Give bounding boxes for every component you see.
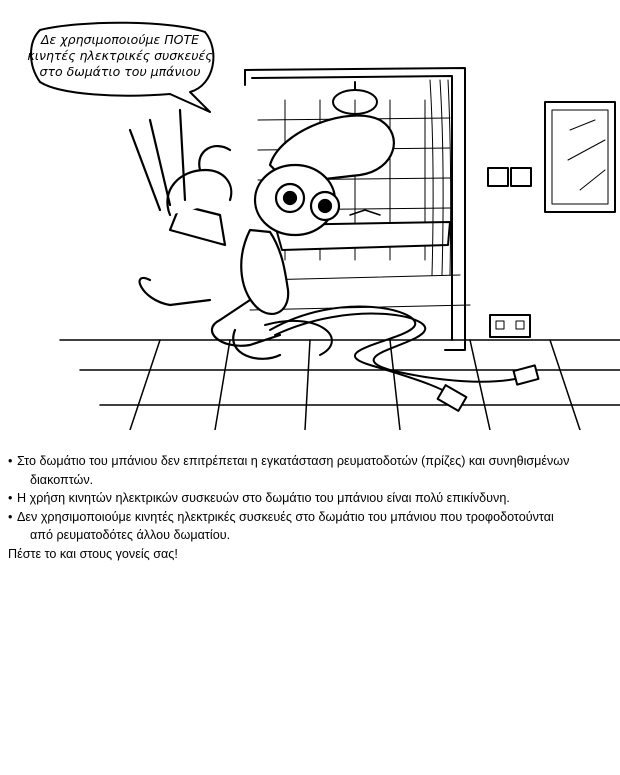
bathroom-cartoon-drawing	[20, 10, 620, 430]
bullet-line: Στο δωμάτιο του μπάνιου δεν επιτρέπεται η εγκατάσταση ρευματοδοτών (πρίζες) και συνηθισμένων	[17, 454, 570, 468]
speech-bubble	[27, 23, 213, 112]
bullet-text	[17, 489, 618, 508]
bullet-symbol: •	[8, 491, 13, 505]
bullet-line: διακοπτών.	[30, 472, 94, 487]
speech-line-3: στο δωμάτιο του μπάνιου	[39, 64, 201, 79]
bullet-text	[17, 452, 618, 489]
text-block	[8, 452, 618, 563]
bullet-item	[8, 508, 618, 545]
closing-line: Πέστε το και στους γονείς σας!	[8, 546, 178, 561]
bullet-text	[17, 508, 618, 545]
cartoon-illustration	[20, 10, 620, 430]
speech-line-2: κινητές ηλεκτρικές συσκευές	[27, 48, 213, 63]
bullet-line: από ρευματοδότες άλλου δωματίου.	[30, 528, 231, 542]
wall-fixtures	[488, 102, 615, 337]
speech-line-1: Δε χρησιμοποιούμε ΠΟΤΕ	[40, 32, 200, 47]
floor-tiles	[60, 340, 620, 430]
bullet-item	[8, 489, 618, 508]
bullet-line: Δεν χρησιμοποιούμε κινητές ηλεκτρικές συσκευές στο δωμάτιο του μπάνιου που τροφοδοτούνται	[17, 509, 554, 524]
bullet-symbol: •	[8, 509, 13, 524]
bullet-symbol: •	[8, 454, 13, 468]
bullet-item	[8, 452, 618, 489]
bullet-line: Η χρήση κινητών ηλεκτρικών συσκευών στο δωμάτιο του μπάνιου είναι πολύ επικίνδυνη.	[17, 491, 510, 505]
